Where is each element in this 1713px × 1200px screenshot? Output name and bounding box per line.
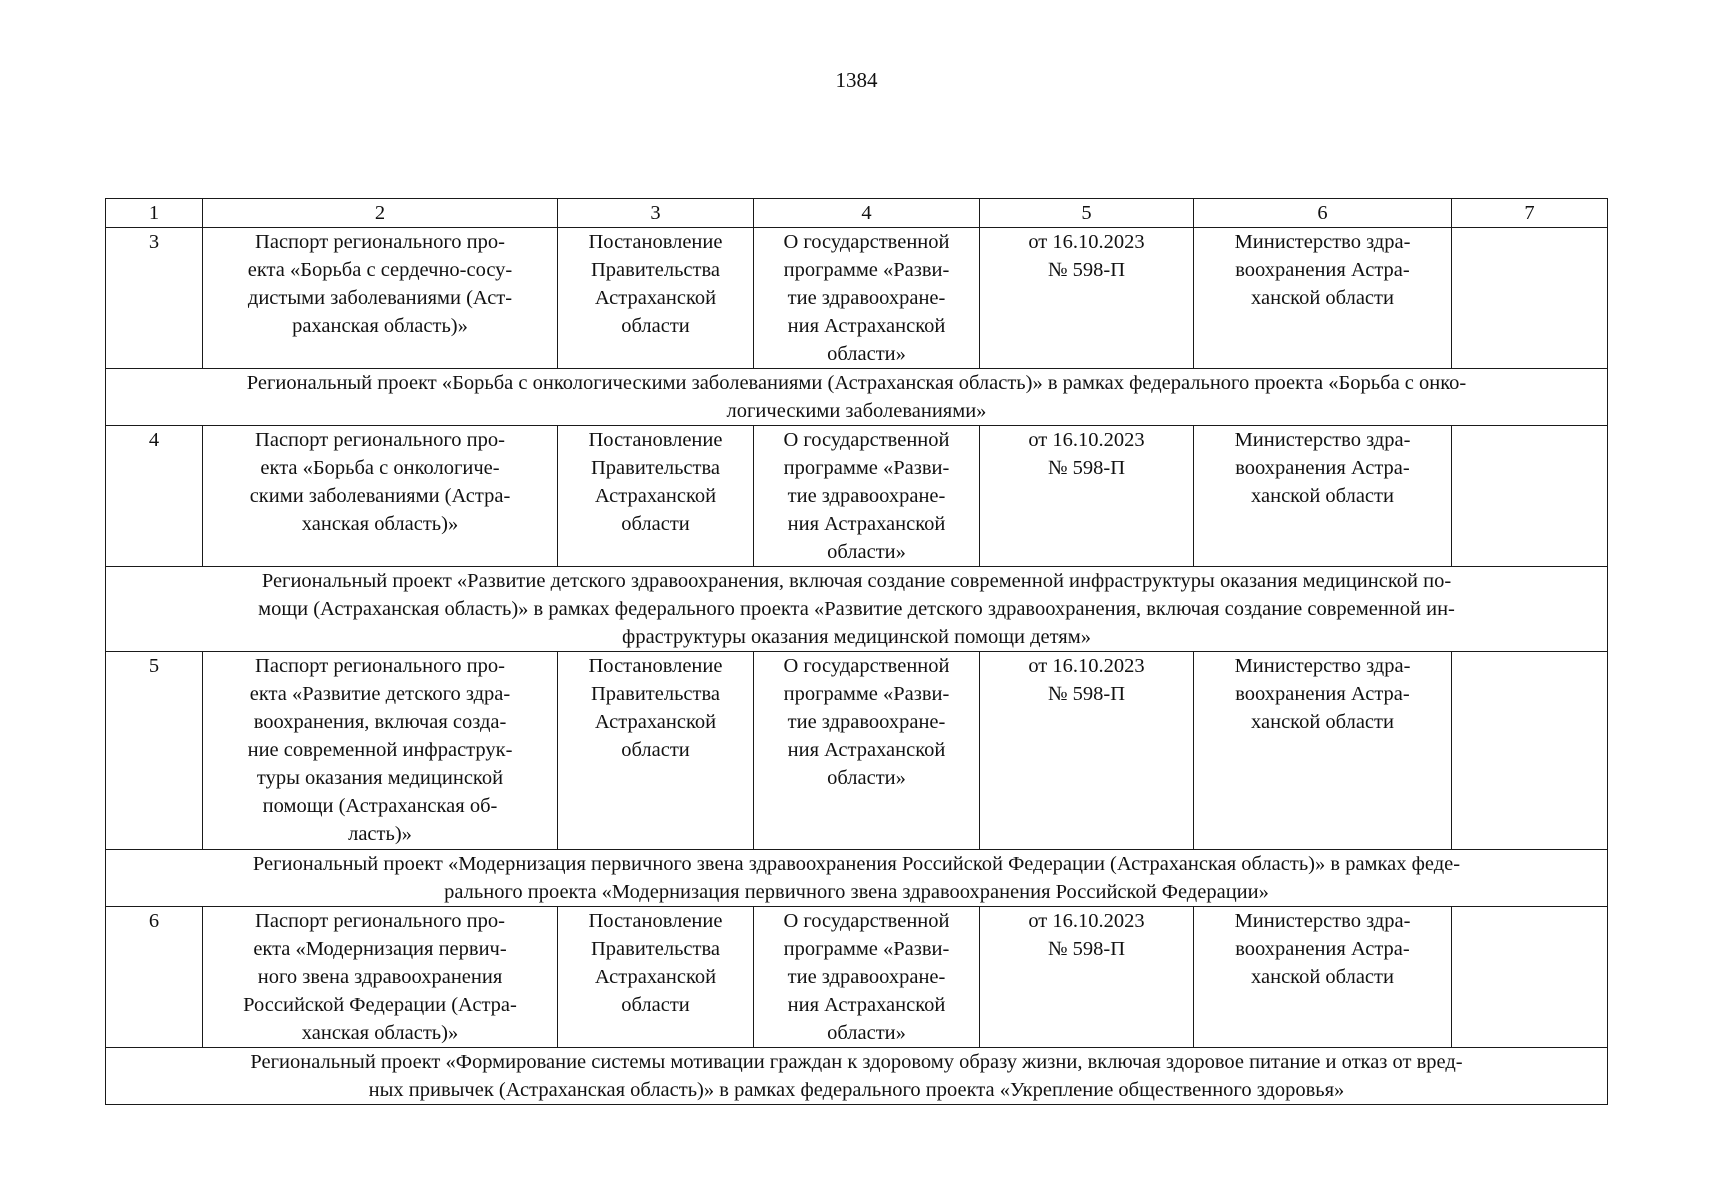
header-cell: 1 (106, 199, 203, 228)
note-cell (1452, 228, 1608, 369)
section-title: Региональный проект «Формирование системы мотивации граждан к здоровому образу жизни, включая здоровое питание и отказ от вред- ных привычек (Астраханская область)» в рамках федерального проекта «Укрепление общественного здоровья» (106, 1048, 1608, 1105)
header-cell: 3 (558, 199, 754, 228)
header-cell: 2 (203, 199, 558, 228)
responsible-cell: Министерство здра- воохранения Астра- ханской области (1194, 228, 1452, 369)
responsible-cell: Министерство здра- воохранения Астра- ханской области (1194, 652, 1452, 850)
table-row (106, 907, 1608, 1048)
document-type-cell: Постановление Правительства Астраханской области (558, 228, 754, 369)
document-title-cell: О государственной программе «Разви- тие здравоохране- ния Астраханской области» (754, 426, 980, 567)
passport-cell: Паспорт регионального про- екта «Борьба с сердечно-сосу- дистыми заболеваниями (Аст- раханская область)» (203, 228, 558, 369)
section-row (106, 567, 1608, 652)
section-row (106, 1048, 1608, 1105)
header-cell: 6 (1194, 199, 1452, 228)
document-title-cell: О государственной программе «Разви- тие здравоохране- ния Астраханской области» (754, 907, 980, 1048)
document-title-cell: О государственной программе «Разви- тие здравоохране- ния Астраханской области» (754, 652, 980, 850)
document-date-cell: от 16.10.2023 № 598-П (980, 907, 1194, 1048)
header-cell: 4 (754, 199, 980, 228)
section-title: Региональный проект «Развитие детского здравоохранения, включая создание современной инфраструктуры оказания медицинской по- мощи (Астраханская область)» в рамках федерального проекта «Развитие детского здравоохранения, включая создание современной ин- фраструктуры оказания медицинской помощи детям» (106, 567, 1608, 652)
row-number-cell: 4 (106, 426, 203, 567)
section-row (106, 850, 1608, 907)
responsible-cell: Министерство здра- воохранения Астра- ханской области (1194, 907, 1452, 1048)
section-row (106, 369, 1608, 426)
page-number: 1384 (835, 68, 878, 92)
document-type-cell: Постановление Правительства Астраханской области (558, 907, 754, 1048)
document-date-cell: от 16.10.2023 № 598-П (980, 228, 1194, 369)
document-type-cell: Постановление Правительства Астраханской области (558, 652, 754, 850)
note-cell (1452, 907, 1608, 1048)
header-cell: 7 (1452, 199, 1608, 228)
note-cell (1452, 426, 1608, 567)
row-number-cell: 5 (106, 652, 203, 850)
section-title: Региональный проект «Борьба с онкологическими заболеваниями (Астраханская область)» в рамках федерального проекта «Борьба с онко- логическими заболеваниями» (106, 369, 1608, 426)
document-date-cell: от 16.10.2023 № 598-П (980, 652, 1194, 850)
passport-cell: Паспорт регионального про- екта «Модернизация первич- ного звена здравоохранения Российской Федерации (Астра- ханская область)» (203, 907, 558, 1048)
document-date-cell: от 16.10.2023 № 598-П (980, 426, 1194, 567)
passport-cell: Паспорт регионального про- екта «Борьба с онкологиче- скими заболеваниями (Астра- ханская область)» (203, 426, 558, 567)
row-number-cell: 6 (106, 907, 203, 1048)
document-type-cell: Постановление Правительства Астраханской области (558, 426, 754, 567)
responsible-cell: Министерство здра- воохранения Астра- ханской области (1194, 426, 1452, 567)
passport-cell: Паспорт регионального про- екта «Развитие детского здра- воохранения, включая созда- ние современной инфраструк- туры оказания медицинской помощи (Астраханская об- ласть)» (203, 652, 558, 850)
document-table (105, 198, 1608, 1105)
table-row (106, 228, 1608, 369)
note-cell (1452, 652, 1608, 850)
table-row (106, 652, 1608, 850)
row-number-cell: 3 (106, 228, 203, 369)
table-header-row (106, 199, 1608, 228)
table-body (106, 199, 1608, 1105)
table-row (106, 426, 1608, 567)
section-title: Региональный проект «Модернизация первичного звена здравоохранения Российской Федерации (Астраханская область)» в рамках феде- рального проекта «Модернизация первичного звена здравоохранения Российской Федерации» (106, 850, 1608, 907)
header-cell: 5 (980, 199, 1194, 228)
document-title-cell: О государственной программе «Разви- тие здравоохране- ния Астраханской области» (754, 228, 980, 369)
